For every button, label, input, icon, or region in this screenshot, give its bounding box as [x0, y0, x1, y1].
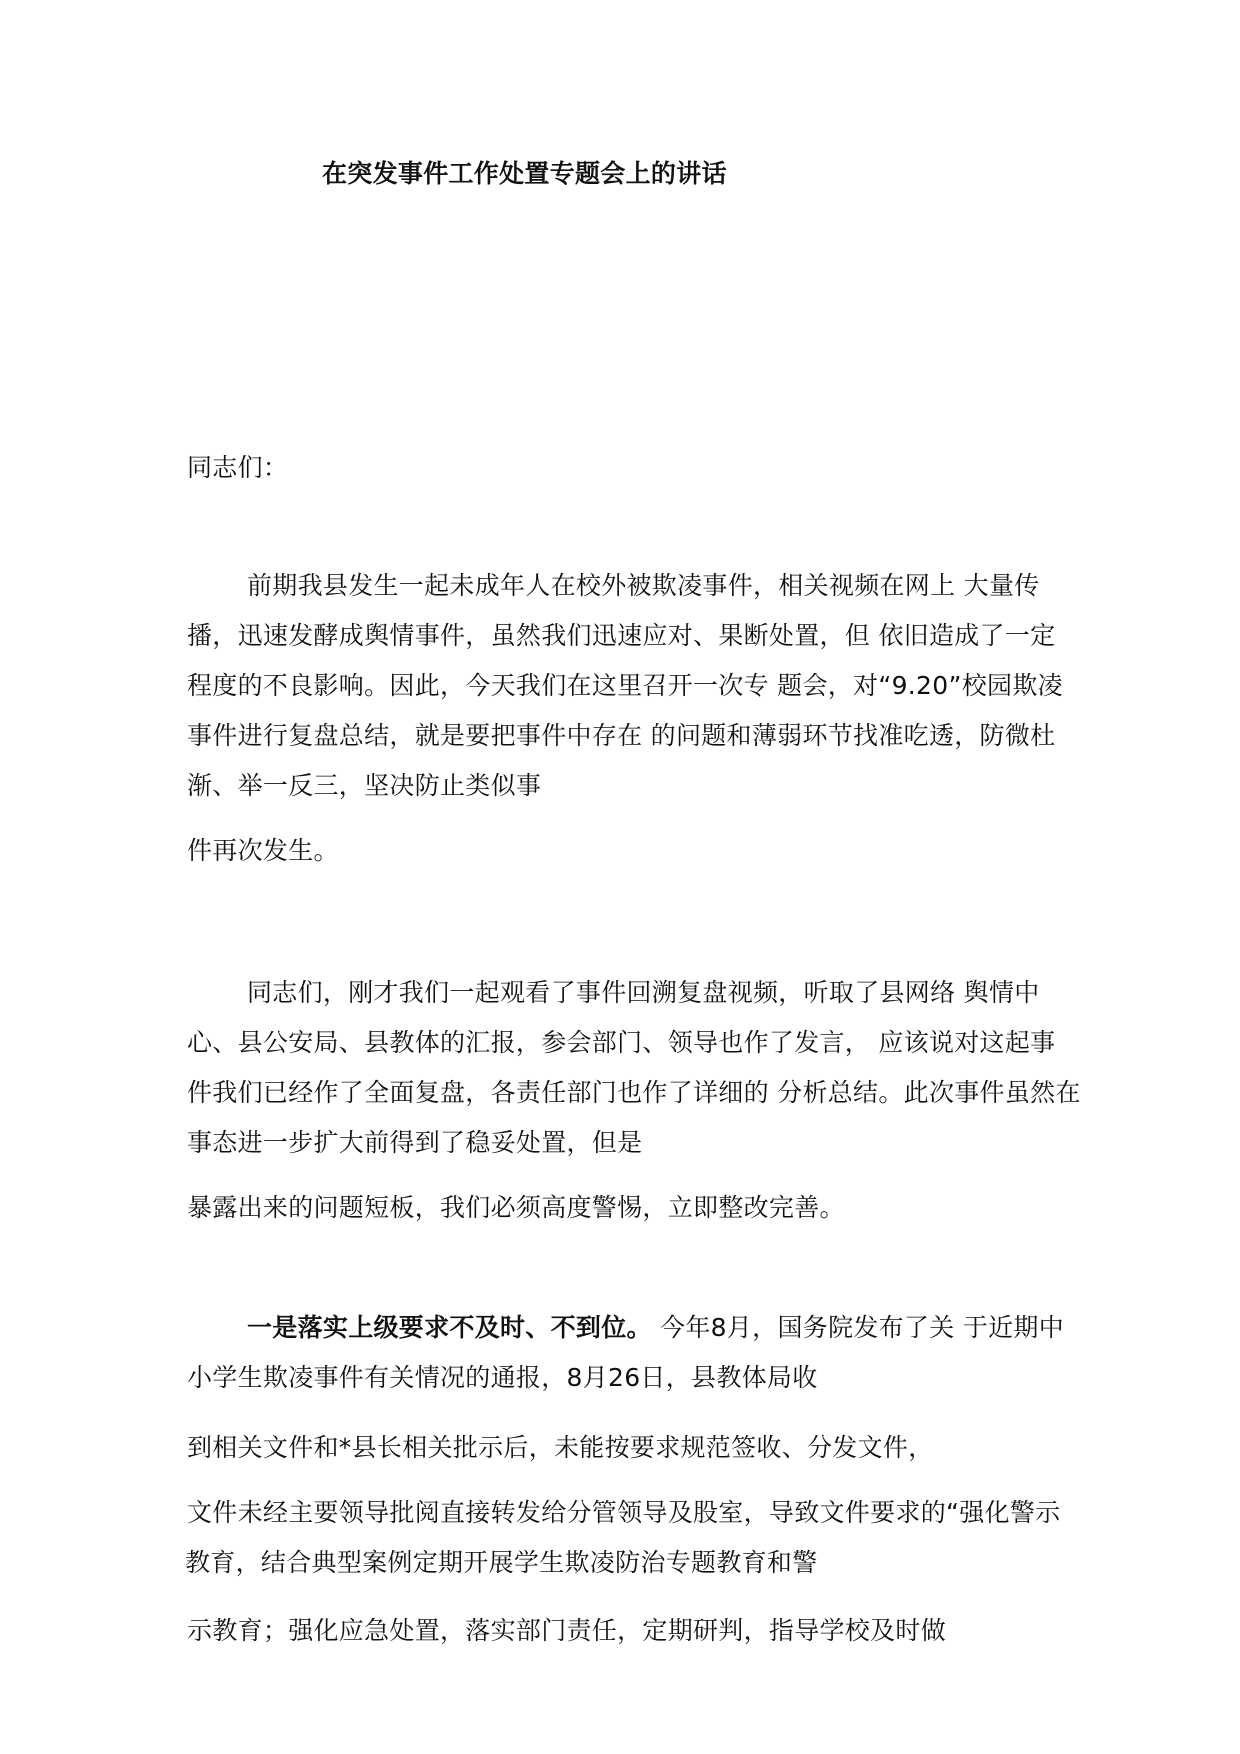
p3-line-1-rest: 今年8月，国务院发布了关 于近期中	[651, 1313, 1065, 1342]
p3-line-6: 示教育；强化应急处置，落实部门责任，定期研判，指导学校及时做	[187, 1616, 947, 1645]
p3-bold-lead: 一是落实上级要求不及时、不到位。	[247, 1313, 652, 1342]
p3-line-3: 到相关文件和*县长相关批示后，未能按要求规范签收、分发文件，	[187, 1433, 934, 1462]
p3-line-2: 小学生欺凌事件有关情况的通报，8月26日，县教体局收	[187, 1363, 818, 1392]
p1-line-5: 渐、举一反三，坚决防止类似事	[187, 771, 542, 800]
p1-line-4: 事件进行复盘总结，就是要把事件中存在 的问题和薄弱环节找准吃透，防微杜	[187, 721, 1056, 750]
p1-line-6: 件再次发生。	[187, 836, 339, 865]
p2-line-3: 件我们已经作了全面复盘，各责任部门也作了详细的 分析总结。此次事件虽然在	[187, 1078, 1081, 1107]
p3-line-5: 教育，结合典型案例定期开展学生欺凌防治专题教育和警	[185, 1548, 818, 1577]
p2-line-5: 暴露出来的问题短板，我们必须高度警惕，立即整改完善。	[187, 1193, 845, 1222]
p1-line-1: 前期我县发生一起未成年人在校外被欺凌事件，相关视频在网上 大量传	[247, 571, 1040, 600]
p2-line-4: 事态进一步扩大前得到了稳妥处置，但是	[187, 1128, 643, 1157]
p3-line-4: 文件未经主要领导批阅直接转发给分管领导及股室，导致文件要求的“强化警示	[187, 1498, 1061, 1527]
p1-line-3: 程度的不良影响。因此，今天我们在这里召开一次专 题会，对“9.20”校园欺凌	[187, 671, 1063, 700]
p2-line-1: 同志们，刚才我们一起观看了事件回溯复盘视频，听取了县网络 舆情中	[247, 978, 1040, 1007]
greeting: 同志们：	[187, 453, 289, 482]
p1-line-2: 播，迅速发酵成舆情事件，虽然我们迅速应对、果断处置，但 依旧造成了一定	[187, 621, 1056, 650]
document-title: 在突发事件工作处置专题会上的讲话	[322, 159, 727, 188]
p3-line-1	[247, 1312, 1064, 1344]
p2-line-2: 心、县公安局、县教体的汇报，参会部门、领导也作了发言， 应该说对这起事	[187, 1028, 1056, 1057]
